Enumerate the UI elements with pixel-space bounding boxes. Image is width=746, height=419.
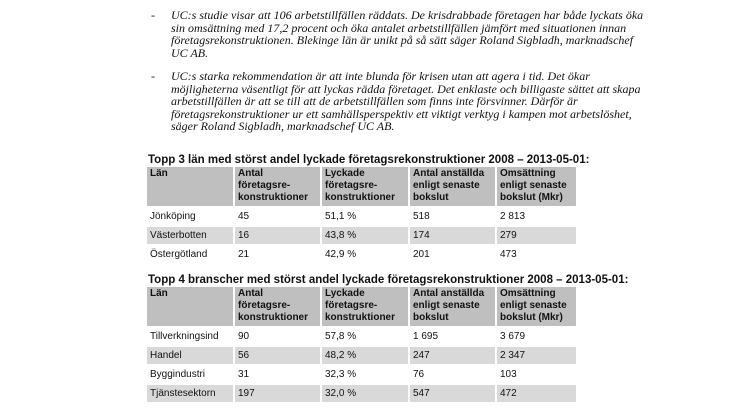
table-cell: 42,9 % bbox=[325, 248, 357, 260]
table-cell: 3 679 bbox=[500, 330, 526, 342]
table-cell: Västerbotten bbox=[147, 227, 233, 244]
table-row bbox=[147, 227, 576, 244]
table-cell: 56 bbox=[235, 347, 320, 364]
table-cell: 16 bbox=[235, 227, 320, 244]
table-cell: 279 bbox=[497, 227, 576, 244]
table-cell: 21 bbox=[238, 248, 250, 260]
header-cell: Antal företagsre-konstruktioner bbox=[235, 167, 320, 206]
bullet-text: UC:s studie visar att 106 arbetstillfällen räddats. De krisdrabbade företagen har både lyckats öka sin omsättning med 17,2 procent och öka antalet arbetstillfällen jämfört med situationen innan företagsrekonstruktionen. Blekinge län är unikt på så sätt säger Roland Sigbladh, marknadschef UC AB. bbox=[171, 8, 644, 60]
table-cell: 43,8 % bbox=[322, 227, 408, 244]
table2 bbox=[145, 285, 578, 404]
bullet-marker: - bbox=[151, 8, 155, 22]
table-cell: 473 bbox=[500, 248, 517, 260]
table2-title: Topp 4 branscher med störst andel lyckade företagsrekonstruktioner 2008 – 2013-05-01: bbox=[148, 274, 629, 286]
table-row bbox=[147, 347, 576, 364]
table-cell: 32,3 % bbox=[325, 368, 357, 380]
header-cell: Län bbox=[147, 287, 233, 326]
header-cell: Omsättning enligt senaste bokslut (Mkr) bbox=[497, 167, 576, 206]
table-cell: 174 bbox=[410, 227, 495, 244]
table1-title: Topp 3 län med störst andel lyckade företagsrekonstruktioner 2008 – 2013-05-01: bbox=[148, 154, 590, 166]
table-cell: 518 bbox=[413, 210, 430, 222]
bullet-text: UC:s starka rekommendation är att inte blunda för krisen utan att agera i tid. Det ökar möjligheterna väsentligt för att lyckas rädda företaget. Det enklaste och billigaste sättet att skapa arbetstillfällen är att se till att de arbetstillfällen som finns inte försvinner. Därför är företagsrekonstruktioner ur ett samhällsperspektiv ett viktigt verktyg i kampen mot arbetslöshet, säger Roland Sigbladh, marknadschef UC AB. bbox=[171, 69, 641, 133]
bullet-item bbox=[148, 9, 648, 59]
table-cell: 547 bbox=[410, 385, 495, 402]
bullet-item bbox=[148, 70, 648, 133]
table-cell: 57,8 % bbox=[325, 330, 357, 342]
header-cell: Lyckade företagsre-konstruktioner bbox=[322, 167, 408, 206]
table-row bbox=[147, 366, 576, 383]
table-cell: Jönköping bbox=[150, 210, 196, 222]
table-cell: Tillverkningsind bbox=[150, 330, 219, 342]
table-cell: 90 bbox=[238, 330, 250, 342]
table-cell: 201 bbox=[413, 248, 430, 260]
table-row bbox=[147, 385, 576, 402]
table-cell: 2 813 bbox=[500, 210, 526, 222]
table-cell: 32,0 % bbox=[322, 385, 408, 402]
table-cell: 472 bbox=[497, 385, 576, 402]
bullet-list bbox=[148, 9, 648, 144]
table-header-row bbox=[147, 167, 576, 206]
table-cell: 197 bbox=[235, 385, 320, 402]
table-row bbox=[147, 208, 576, 225]
table-cell: Byggindustri bbox=[150, 368, 206, 380]
table-cell: 2 347 bbox=[497, 347, 576, 364]
header-cell: Omsättning enligt senaste bokslut (Mkr) bbox=[497, 287, 576, 326]
table-row bbox=[147, 246, 576, 263]
header-cell: Län bbox=[147, 167, 233, 206]
table1 bbox=[145, 165, 578, 265]
table-cell: Östergötland bbox=[150, 248, 208, 260]
table-cell: 45 bbox=[238, 210, 250, 222]
header-cell: Lyckade företagsre-konstruktioner bbox=[322, 287, 408, 326]
table-cell: Tjänstesektorn bbox=[147, 385, 233, 402]
header-cell: Antal anställda enligt senaste bokslut bbox=[410, 167, 495, 206]
header-cell: Antal företagsre-konstruktioner bbox=[235, 287, 320, 326]
table-cell: 48,2 % bbox=[322, 347, 408, 364]
table-row bbox=[147, 328, 576, 345]
table-cell: 103 bbox=[500, 368, 517, 380]
table-header-row bbox=[147, 287, 576, 326]
table-cell: 76 bbox=[413, 368, 425, 380]
table-cell: 247 bbox=[410, 347, 495, 364]
table-cell: 31 bbox=[238, 368, 250, 380]
table-cell: 51,1 % bbox=[325, 210, 357, 222]
bullet-marker: - bbox=[151, 69, 155, 83]
header-cell: Antal anställda enligt senaste bokslut bbox=[410, 287, 495, 326]
table-cell: Handel bbox=[147, 347, 233, 364]
table-cell: 1 695 bbox=[413, 330, 439, 342]
